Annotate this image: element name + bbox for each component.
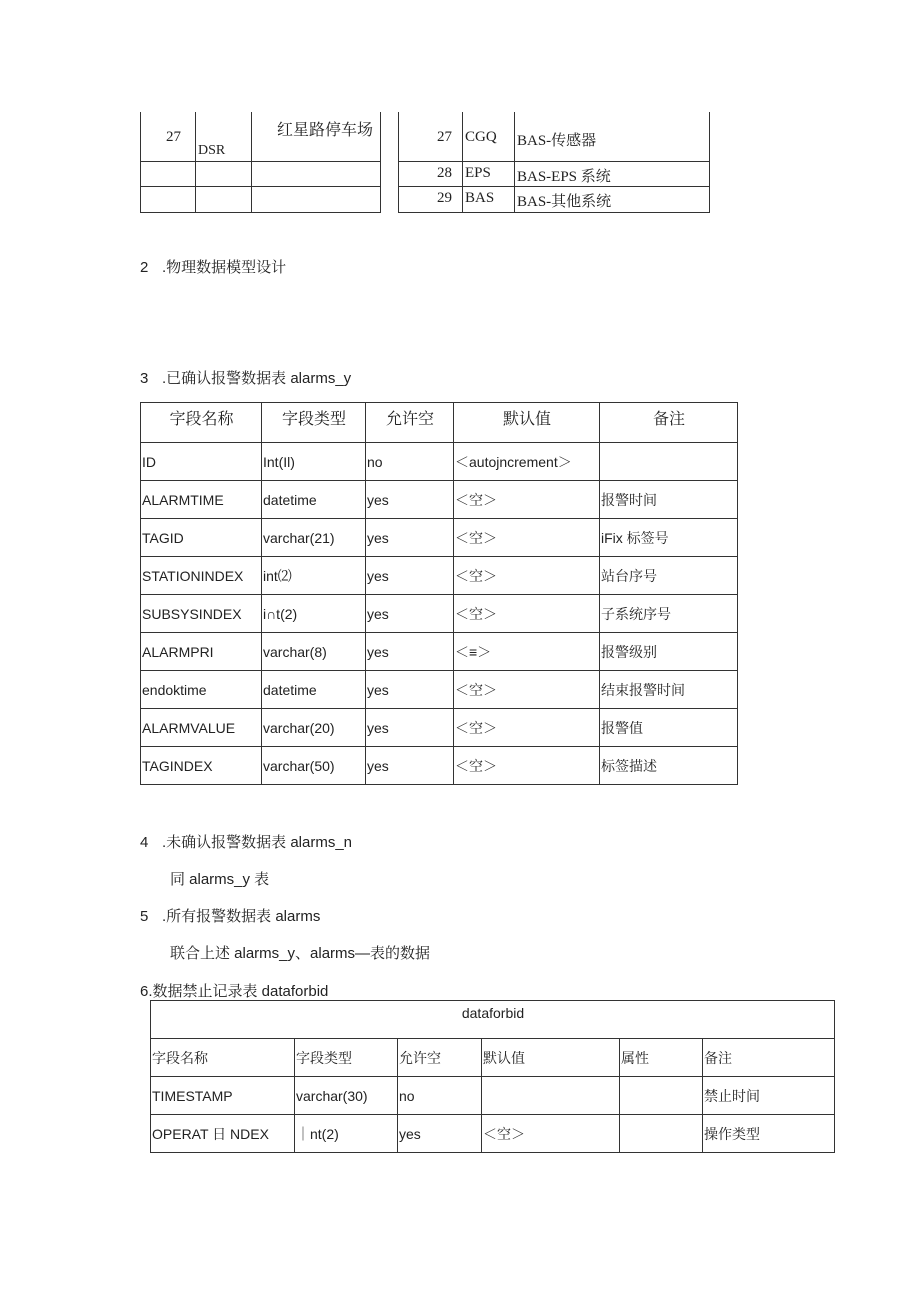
- table-cell: yes: [366, 709, 454, 747]
- dataforbid-table: [150, 1000, 835, 1153]
- table-cell: yes: [398, 1115, 482, 1153]
- top-left-name: 红星路停车场: [277, 122, 374, 139]
- column-header: 属性: [620, 1039, 703, 1077]
- section-number: 2: [140, 259, 149, 276]
- table-cell: ＜空＞: [454, 519, 600, 557]
- table-cell: datetime: [262, 671, 366, 709]
- column-header: 默认值: [482, 1039, 620, 1077]
- table-header-row: [151, 1039, 835, 1077]
- top-table-border: [140, 212, 381, 213]
- table-cell: ＜≡＞: [454, 633, 600, 671]
- section-title: .未确认报警数据表 alarms_n: [162, 834, 353, 851]
- table-cell: ID: [141, 443, 262, 481]
- table-cell: ＜空＞: [454, 671, 600, 709]
- top-left-num: 27: [166, 129, 181, 145]
- section-title: .已确认报警数据表 alarms_y: [162, 370, 352, 387]
- table-cell: 子系统序号: [600, 595, 738, 633]
- table-cell: varchar(30): [295, 1077, 398, 1115]
- table-cell: ＜空＞: [482, 1115, 620, 1153]
- table-cell: yes: [366, 671, 454, 709]
- top-table-border: [514, 112, 515, 213]
- table-cell: i∩t(2): [262, 595, 366, 633]
- table-cell: 站台序号: [600, 557, 738, 595]
- table-cell: [620, 1077, 703, 1115]
- section-heading: [140, 256, 286, 277]
- table-cell: 报警时间: [600, 481, 738, 519]
- table-row: [141, 481, 738, 519]
- section-heading: 6.数据禁止记录表 dataforbid: [140, 983, 329, 1000]
- table-cell: yes: [366, 747, 454, 785]
- table-row: [141, 519, 738, 557]
- column-header: 字段类型: [262, 403, 366, 443]
- table-cell: ＜autojncrement＞: [454, 443, 600, 481]
- table-cell: SUBSYSINDEX: [141, 595, 262, 633]
- table-caption: dataforbid: [151, 1001, 835, 1039]
- section-heading: [140, 905, 320, 926]
- top-table-border: [462, 112, 463, 213]
- top-right-desc: BAS-其他系统: [517, 194, 612, 210]
- top-table-border: [251, 112, 252, 213]
- table-cell: 报警值: [600, 709, 738, 747]
- table-cell: no: [366, 443, 454, 481]
- top-table-border: [140, 161, 381, 162]
- section-heading: [140, 831, 352, 852]
- section-body: 联合上述 alarms_y、alarms—表的数据: [170, 945, 431, 962]
- table-cell: 禁止时间: [703, 1077, 835, 1115]
- section-title: .所有报警数据表 alarms: [162, 908, 321, 925]
- column-header: 字段名称: [151, 1039, 295, 1077]
- table-cell: yes: [366, 595, 454, 633]
- column-header: 备注: [703, 1039, 835, 1077]
- table-cell: ｜nt(2): [295, 1115, 398, 1153]
- top-right-desc: BAS-传感器: [517, 133, 597, 149]
- column-header: 允许空: [366, 403, 454, 443]
- top-table-border: [140, 112, 141, 213]
- table-caption-row: [151, 1001, 835, 1039]
- table-cell: varchar(21): [262, 519, 366, 557]
- table-row: [141, 709, 738, 747]
- top-right-num: 27: [437, 129, 452, 145]
- section-number: 5: [140, 908, 149, 925]
- table-cell: ＜空＞: [454, 709, 600, 747]
- top-right-code: BAS: [465, 190, 495, 206]
- table-cell: int⑵: [262, 557, 366, 595]
- top-right-desc: BAS-EPS 系统: [517, 169, 611, 185]
- top-right-num: 29: [437, 190, 452, 206]
- table-row: [151, 1115, 835, 1153]
- table-cell: [620, 1115, 703, 1153]
- table-header-row: [141, 403, 738, 443]
- table-cell: TIMESTAMP: [151, 1077, 295, 1115]
- column-header: 字段类型: [295, 1039, 398, 1077]
- table-row: [151, 1077, 835, 1115]
- table-row: [141, 557, 738, 595]
- column-header: 允许空: [398, 1039, 482, 1077]
- section-heading: [140, 367, 351, 388]
- top-table-border: [195, 112, 196, 213]
- table-cell: ALARMVALUE: [141, 709, 262, 747]
- table-cell: no: [398, 1077, 482, 1115]
- top-left-code: DSR: [198, 143, 226, 158]
- table-cell: varchar(8): [262, 633, 366, 671]
- table-cell: datetime: [262, 481, 366, 519]
- top-table-border: [398, 212, 710, 213]
- table-cell: 结束报警时间: [600, 671, 738, 709]
- table-cell: yes: [366, 557, 454, 595]
- table-cell: varchar(50): [262, 747, 366, 785]
- table-cell: TAGINDEX: [141, 747, 262, 785]
- table-cell: iFix 标签号: [600, 519, 738, 557]
- table-row: [141, 633, 738, 671]
- top-table-border: [380, 112, 381, 213]
- table-cell: yes: [366, 633, 454, 671]
- table-cell: 标签描述: [600, 747, 738, 785]
- table-cell: ALARMTIME: [141, 481, 262, 519]
- table-cell: yes: [366, 519, 454, 557]
- alarms-y-table: [140, 402, 738, 785]
- top-table-border: [398, 186, 710, 187]
- table-cell: ＜空＞: [454, 481, 600, 519]
- top-table-border: [140, 186, 381, 187]
- section-number: 3: [140, 370, 149, 387]
- table-cell: yes: [366, 481, 454, 519]
- top-table-border: [398, 161, 710, 162]
- column-header: 备注: [600, 403, 738, 443]
- top-right-code: CGQ: [465, 129, 497, 145]
- top-right-code: EPS: [465, 165, 491, 181]
- table-cell: ＜空＞: [454, 557, 600, 595]
- table-cell: TAGID: [141, 519, 262, 557]
- top-table-border: [398, 112, 399, 213]
- section-number: 4: [140, 834, 149, 851]
- table-cell: STATIONINDEX: [141, 557, 262, 595]
- column-header: 字段名称: [141, 403, 262, 443]
- table-row: [141, 595, 738, 633]
- top-right-num: 28: [437, 165, 452, 181]
- top-table-border: [709, 112, 710, 213]
- table-cell: ALARMPRI: [141, 633, 262, 671]
- table-cell: 报警级别: [600, 633, 738, 671]
- table-row: [141, 747, 738, 785]
- table-cell: ＜空＞: [454, 747, 600, 785]
- table-cell: endoktime: [141, 671, 262, 709]
- table-cell: 操作类型: [703, 1115, 835, 1153]
- table-row: [141, 671, 738, 709]
- table-cell: Int(Il): [262, 443, 366, 481]
- table-cell: OPERAT 日 NDEX: [151, 1115, 295, 1153]
- table-cell: varchar(20): [262, 709, 366, 747]
- section-body: 同 alarms_y 表: [170, 871, 270, 888]
- table-cell: [482, 1077, 620, 1115]
- table-cell: ＜空＞: [454, 595, 600, 633]
- table-row: [141, 443, 738, 481]
- section-title: .物理数据模型设计: [162, 259, 287, 276]
- table-cell: [600, 443, 738, 481]
- column-header: 默认值: [454, 403, 600, 443]
